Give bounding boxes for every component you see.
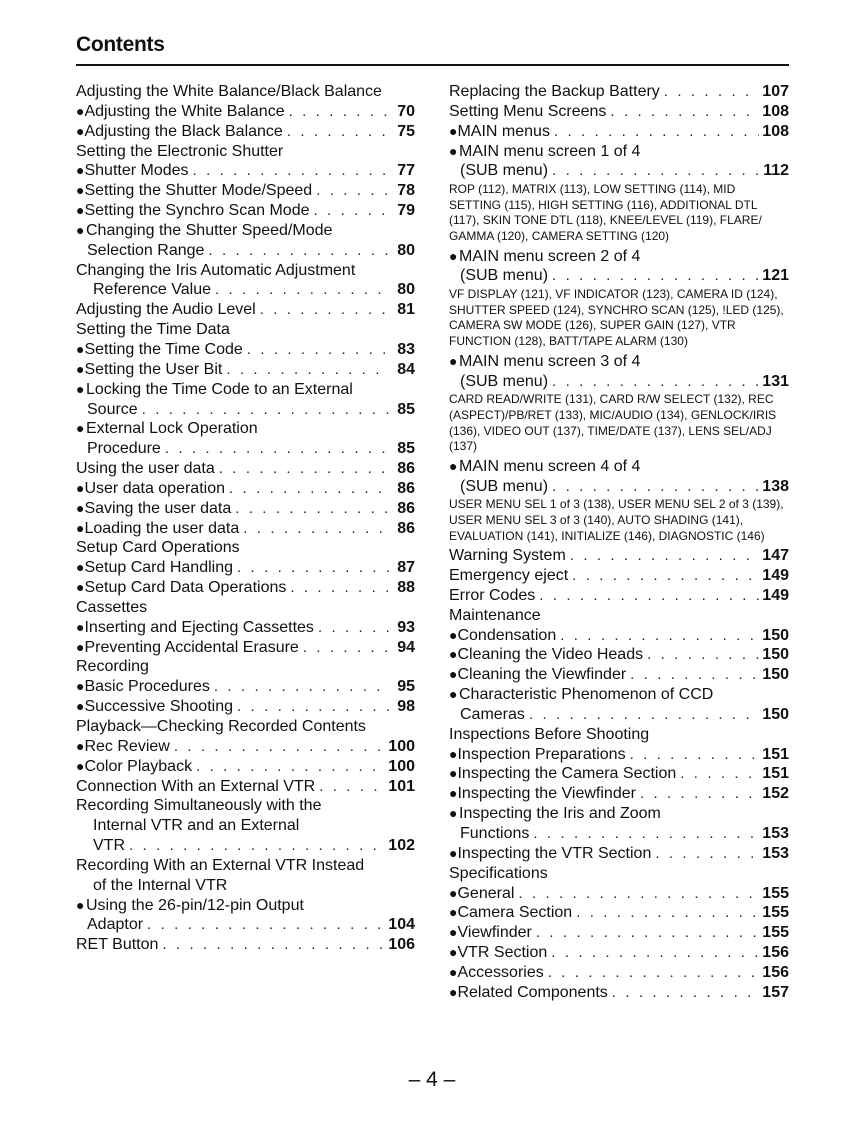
toc-entry[interactable]: Connection With an External VTR . . . 101 (76, 777, 415, 797)
toc-entry[interactable]: ● MAIN menus . . . 108 (449, 122, 789, 142)
title-rule (76, 64, 789, 66)
bullet-icon: ● (76, 757, 85, 774)
toc-entry[interactable]: ● Successive Shooting . . . 98 (76, 697, 415, 717)
toc-entry[interactable]: ● Changing the Shutter Speed/Mode (76, 221, 333, 239)
bullet-icon: ● (76, 221, 85, 238)
toc-entry[interactable]: Warning System . . . 147 (449, 546, 789, 566)
bullet-icon: ● (76, 360, 85, 377)
bullet-icon: ● (449, 142, 458, 159)
page-title: Contents (76, 33, 165, 56)
toc-entry[interactable]: ● Setting the User Bit . . . 84 (76, 360, 415, 380)
bullet-icon: ● (76, 678, 85, 695)
toc-entry-cont[interactable]: Cameras . . . 150 (449, 705, 789, 725)
toc-entry-cont[interactable]: Selection Range . . . 80 (76, 241, 415, 261)
toc-entry[interactable]: ● Setting the Synchro Scan Mode . . . 79 (76, 201, 415, 221)
toc-heading[interactable]: Setup Card Operations (76, 539, 240, 557)
bullet-icon: ● (449, 924, 458, 941)
toc-entry[interactable]: ● Setting the Shutter Mode/Speed . . . 78 (76, 181, 415, 201)
toc-entry[interactable]: ● Preventing Accidental Erasure . . . 94 (76, 638, 415, 658)
bullet-icon: ● (449, 247, 458, 264)
toc-entry[interactable]: ● Inspecting the Viewfinder . . . 152 (449, 784, 789, 804)
toc-entry[interactable]: ● Setup Card Data Operations . . . 88 (76, 578, 415, 598)
toc-entry-cont[interactable]: Functions . . . 153 (449, 824, 789, 844)
bullet-icon: ● (449, 844, 458, 861)
toc-entry[interactable]: ● Cleaning the Viewfinder . . . 150 (449, 665, 789, 685)
toc-entry[interactable]: ● Using the 26-pin/12-pin Output (76, 896, 304, 914)
page-number: – 4 – (408, 1068, 456, 1091)
bullet-icon: ● (76, 896, 85, 913)
toc-entry[interactable]: ● Inspecting the Camera Section . . . 151 (449, 764, 789, 784)
toc-entry[interactable]: Adjusting the Audio Level . . . 81 (76, 300, 415, 320)
bullet-icon: ● (76, 579, 85, 596)
bullet-icon: ● (449, 122, 458, 139)
toc-heading[interactable]: Cassettes (76, 598, 148, 616)
toc-entry[interactable]: ● Loading the user data . . . 86 (76, 519, 415, 539)
toc-entry[interactable]: ● Adjusting the Black Balance . . . 75 (76, 122, 415, 142)
bullet-icon: ● (449, 884, 458, 901)
submenu-list: VF DISPLAY (121), VF INDICATOR (123), CAMERA ID (124), SHUTTER SPEED (124), SYNCHRO SCAN (125), !LED (125), CAMERA SW MODE (126), SUPER GAIN (127), VTR FUNCTION (128), BATT/TAPE ALARM (130) (449, 287, 784, 349)
toc-entry[interactable]: Replacing the Backup Battery . . . 107 (449, 82, 789, 102)
toc-entry[interactable]: ● MAIN menu screen 2 of 4 (449, 247, 641, 265)
bullet-icon: ● (449, 745, 458, 762)
bullet-icon: ● (76, 380, 85, 397)
toc-entry[interactable]: Emergency eject . . . 149 (449, 566, 789, 586)
bullet-icon: ● (76, 420, 85, 437)
toc-entry[interactable]: ● Setting the Time Code . . . 83 (76, 340, 415, 360)
bullet-icon: ● (449, 626, 458, 643)
toc-entry-cont[interactable]: Reference Value . . . 80 (76, 280, 415, 300)
toc-entry-cont[interactable]: Adaptor . . . 104 (76, 915, 415, 935)
toc-entry[interactable]: ● Setup Card Handling . . . 87 (76, 558, 415, 578)
bullet-icon: ● (449, 765, 458, 782)
bullet-icon: ● (76, 182, 85, 199)
bullet-icon: ● (76, 162, 85, 179)
bullet-icon: ● (449, 785, 458, 802)
toc-entry[interactable]: ● Characteristic Phenomenon of CCD (449, 686, 714, 704)
toc-entry[interactable]: ● Saving the user data . . . 86 (76, 499, 415, 519)
bullet-icon: ● (76, 102, 85, 119)
bullet-icon: ● (76, 519, 85, 536)
toc-entry[interactable]: ● Accessories . . . 156 (449, 963, 789, 983)
toc-entry-cont[interactable]: of the Internal VTR (93, 876, 228, 894)
toc-entry[interactable]: ● Condensation . . . 150 (449, 626, 789, 646)
toc-entry[interactable]: Using the user data . . . 86 (76, 459, 415, 479)
toc-entry[interactable]: ● VTR Section . . . 156 (449, 943, 789, 963)
toc-entry[interactable]: ● Rec Review . . . 100 (76, 737, 415, 757)
bullet-icon: ● (449, 686, 458, 703)
toc-right-column (449, 82, 789, 1003)
bullet-icon: ● (76, 340, 85, 357)
bullet-icon: ● (449, 904, 458, 921)
bullet-icon: ● (449, 352, 458, 369)
toc-entry[interactable]: RET Button . . . 106 (76, 935, 415, 955)
toc-heading[interactable]: Playback—Checking Recorded Contents (76, 718, 366, 735)
bullet-icon: ● (76, 499, 85, 516)
bullet-icon: ● (449, 646, 458, 663)
toc-heading[interactable]: Setting the Electronic Shutter (76, 142, 284, 160)
toc-heading[interactable]: Inspections Before Shooting (449, 725, 650, 743)
toc-entry[interactable]: ● Locking the Time Code to an External (76, 380, 353, 398)
submenu-list: CARD READ/WRITE (131), CARD R/W SELECT (132), REC (ASPECT)/PB/RET (133), MIC/AUDIO (134), GENLOCK/IRIS (136), VIDEO OUT (137), TIME/DATE (137), LENS SEL/ADJ (137) (449, 392, 777, 454)
toc-heading[interactable]: Recording Simultaneously with the (76, 797, 322, 815)
bullet-icon: ● (449, 983, 458, 1000)
toc-entry[interactable]: ● MAIN menu screen 4 of 4 (449, 457, 641, 475)
bullet-icon: ● (449, 963, 458, 980)
toc-heading[interactable]: Recording With an External VTR Instead (76, 856, 365, 874)
toc-entry-cont[interactable]: (SUB menu) . . . 131 (449, 372, 789, 392)
toc-entry-cont[interactable]: (SUB menu) . . . 112 (449, 161, 789, 181)
toc-heading[interactable]: Adjusting the White Balance/Black Balance (76, 83, 382, 100)
toc-entry-cont[interactable]: (SUB menu) . . . 138 (449, 477, 789, 497)
toc-entry[interactable]: ● Inspecting the Iris and Zoom (449, 805, 661, 823)
toc-entry[interactable]: ● MAIN menu screen 3 of 4 (449, 352, 641, 370)
bullet-icon: ● (76, 202, 85, 219)
toc-entry[interactable]: ● Adjusting the White Balance . . . 70 (76, 102, 415, 122)
toc-entry-cont[interactable]: Internal VTR and an External (93, 817, 300, 835)
submenu-list: ROP (112), MATRIX (113), LOW SETTING (114), MID SETTING (115), HIGH SETTING (116), ADDITIONAL DTL (117), SKIN TONE DTL (118), KNEE/LEVEL (119), FLARE/ GAMMA (120), CAMERA SETTING (120) (449, 182, 762, 243)
toc-entry[interactable]: ● MAIN menu screen 1 of 4 (449, 142, 641, 160)
toc-entry[interactable]: ● Cleaning the Video Heads . . . 150 (449, 645, 789, 665)
submenu-list: USER MENU SEL 1 of 3 (138), USER MENU SEL 2 of 3 (139), USER MENU SEL 3 of 3 (140), AUTO SHADING (141), EVALUATION (141), INITIALIZE (146), DIAGNOSTIC (146) (449, 497, 784, 543)
toc-entry[interactable]: Error Codes . . . 149 (449, 586, 789, 606)
toc-heading[interactable]: Changing the Iris Automatic Adjustment (76, 261, 356, 279)
toc-entry-cont[interactable]: Source . . . 85 (76, 400, 415, 420)
toc-entry[interactable]: ● Inserting and Ejecting Cassettes . . . 93 (76, 618, 415, 638)
bullet-icon: ● (76, 479, 85, 496)
bullet-icon: ● (76, 638, 85, 655)
toc-entry[interactable]: ● Inspection Preparations . . . 151 (449, 745, 789, 765)
bullet-icon: ● (76, 698, 85, 715)
toc-heading[interactable]: Maintenance (449, 606, 541, 624)
toc-entry[interactable]: ● Camera Section . . . 155 (449, 903, 789, 923)
toc-entry-cont[interactable]: VTR . . . 102 (76, 836, 415, 856)
toc-entry[interactable]: ● Shutter Modes . . . 77 (76, 161, 415, 181)
toc-entry[interactable]: ● Basic Procedures . . . 95 (76, 677, 415, 697)
bullet-icon: ● (449, 805, 458, 822)
bullet-icon: ● (76, 737, 85, 754)
toc-entry[interactable]: ● Inspecting the VTR Section . . . 153 (449, 844, 789, 864)
bullet-icon: ● (449, 666, 458, 683)
bullet-icon: ● (76, 618, 85, 635)
toc-entry[interactable]: ● External Lock Operation (76, 420, 258, 438)
bullet-icon: ● (449, 457, 458, 474)
toc-entry[interactable]: Setting Menu Screens . . . 108 (449, 102, 789, 122)
toc-entry[interactable]: ● Related Components . . . 157 (449, 983, 789, 1003)
bullet-icon: ● (76, 559, 85, 576)
toc-entry[interactable]: ● Color Playback . . . 100 (76, 757, 415, 777)
toc-heading[interactable]: Setting the Time Data (76, 321, 230, 339)
toc-entry[interactable]: ● General . . . 155 (449, 884, 789, 904)
toc-left-column (76, 82, 415, 955)
bullet-icon: ● (449, 944, 458, 961)
toc-entry-cont[interactable]: (SUB menu) . . . 121 (449, 266, 789, 286)
toc-heading[interactable]: Recording (76, 658, 149, 676)
toc-heading[interactable]: Specifications (449, 864, 548, 882)
toc-entry-cont[interactable]: Procedure . . . 85 (76, 439, 415, 459)
toc-entry[interactable]: ● Viewfinder . . . 155 (449, 923, 789, 943)
bullet-icon: ● (76, 122, 85, 139)
toc-entry[interactable]: ● User data operation . . . 86 (76, 479, 415, 499)
